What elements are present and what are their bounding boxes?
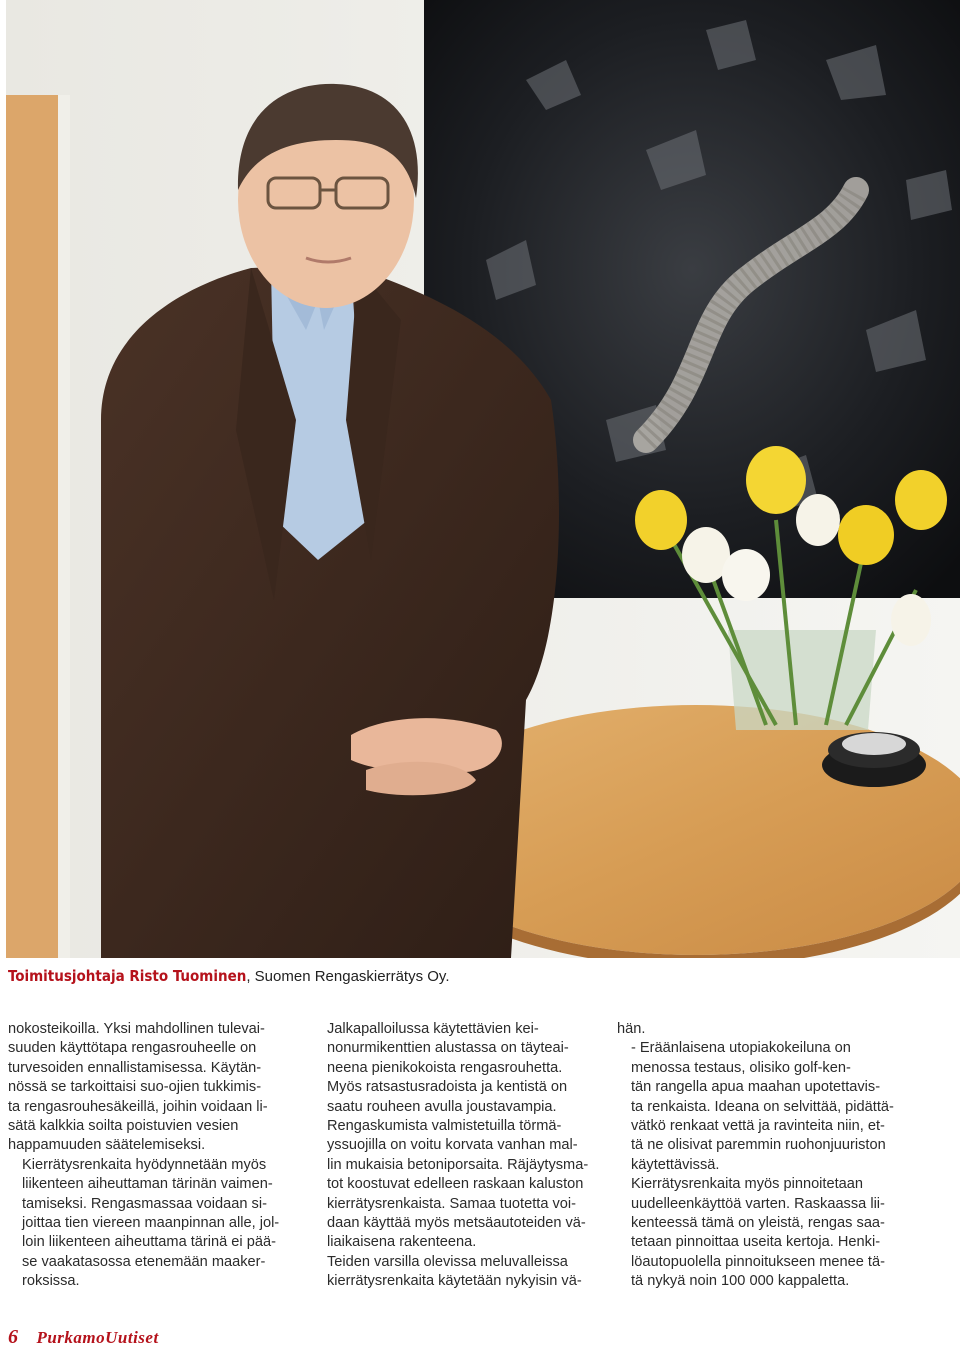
text-line: joittaa tien viereen maanpinnan alle, jol-: [22, 1215, 280, 1232]
text-line: suuden käyttötapa rengasrouheelle on: [8, 1040, 257, 1057]
text-line: Myös ratsastusradoista ja kentistä on: [327, 1079, 568, 1096]
text-line: liikenteen aiheuttaman tärinän vaimen-: [22, 1176, 273, 1193]
photo-caption: [8, 966, 948, 987]
paragraph: [8, 1156, 293, 1292]
paragraph: [313, 1117, 598, 1253]
paragraph: [617, 1039, 907, 1175]
text-line: Kierrätysrenkaita hyödynnetään myös: [22, 1156, 267, 1173]
text-line: Jalkapalloilussa käytettävien kei-: [327, 1021, 539, 1037]
text-column-1: [8, 1020, 293, 1292]
text-line: se vaakatasossa etenemään maaker-: [22, 1253, 266, 1270]
text-line: nössä se tarkoittaisi suo-ojien tukkimis-: [8, 1079, 262, 1096]
text-line: hän.: [617, 1021, 646, 1037]
portrait-photo-illustration: [6, 0, 960, 958]
text-line: tä ne olisivat paremmin ruohonjuuriston: [631, 1137, 886, 1154]
text-line: kenteessä tämä on yleistä, rengas saa-: [631, 1215, 885, 1232]
page-footer: [8, 1326, 159, 1350]
text-line: happamuuden säätelemiseksi.: [8, 1137, 206, 1154]
text-line: nonurmikenttien alustassa on täyteai-: [327, 1040, 569, 1057]
text-line: Rengaskumista valmistetuilla törmä-: [327, 1118, 562, 1135]
text-line: sätä kalkkia soilta poistuvien vesien: [8, 1118, 239, 1135]
text-line: loin liikenteen aiheuttama tärinä ei pää-: [22, 1234, 276, 1251]
paragraph: [8, 1020, 293, 1156]
text-line: kierrätysrenkaista. Samaa tuotetta voi-: [327, 1195, 577, 1212]
text-line: kierrätysrenkaita käytetään nykyisin vä-: [327, 1273, 582, 1290]
text-line: löautopuolella pinnoitukseen menee tä-: [631, 1253, 885, 1270]
text-line: - Eräänlaisena utopiakokeiluna on: [631, 1040, 851, 1057]
text-column-2: [313, 1020, 598, 1292]
text-line: saatu rouheen avulla joustavampia.: [327, 1098, 557, 1115]
text-line: Kierrätysrenkaita myös pinnoitetaan: [631, 1176, 863, 1193]
paragraph: [313, 1020, 598, 1117]
text-line: vätkö renkaat vettä ja ravinteita niin, et-: [631, 1118, 885, 1135]
text-column-3: [617, 1020, 907, 1292]
text-line: daan käyttää myös metsäautoteiden vä-: [327, 1215, 586, 1232]
paragraph: [617, 1175, 907, 1291]
paragraph: [313, 1253, 598, 1292]
text-line: yssuojilla on voitu korvata vanhan mal-: [327, 1137, 578, 1154]
caption-rest: , Suomen Rengaskierrätys Oy.: [246, 968, 450, 985]
text-line: neena pienikokoista rengasrouhetta.: [327, 1059, 563, 1076]
text-line: Teiden varsilla olevissa meluvalleissa: [327, 1253, 568, 1270]
text-line: tamiseksi. Rengasmassaa voidaan si-: [22, 1195, 267, 1212]
text-line: tän rangella apua maahan upotettavis-: [631, 1079, 881, 1096]
text-line: tetaan pinnoittaa useita kertoja. Henki-: [631, 1234, 881, 1251]
text-line: nokosteikoilla. Yksi mahdollinen tulevai-: [8, 1021, 265, 1037]
text-line: turvesoiden ennallistamisessa. Käytän-: [8, 1059, 262, 1076]
text-line: roksissa.: [22, 1273, 80, 1290]
text-line: uudelleenkäyttöä varten. Raskaassa lii-: [631, 1195, 885, 1212]
text-line: lin mukaisia betoniporsaita. Räjäytysma-: [327, 1156, 589, 1173]
text-line: tä nykyä noin 100 000 kappaletta.: [631, 1273, 850, 1290]
text-line: tot koostuvat edelleen raskaan kaluston: [327, 1176, 584, 1193]
paragraph: [617, 1020, 907, 1039]
caption-lead: Toimitusjohtaja Risto Tuominen: [8, 967, 247, 985]
portrait-photo: [6, 0, 960, 958]
text-line: ta rengasrouhesäkeillä, joihin voidaan li-: [8, 1098, 268, 1115]
publication-name: PurkamoUutiset: [36, 1328, 159, 1347]
page-number: 6: [8, 1326, 18, 1348]
text-line: ta renkaista. Ideana on selvittää, pidättä-: [631, 1098, 894, 1115]
text-line: menossa testaus, olisiko golf-ken-: [631, 1059, 851, 1076]
text-line: liaikaisena rakenteena.: [327, 1234, 477, 1251]
text-line: käytettävissä.: [631, 1156, 720, 1173]
